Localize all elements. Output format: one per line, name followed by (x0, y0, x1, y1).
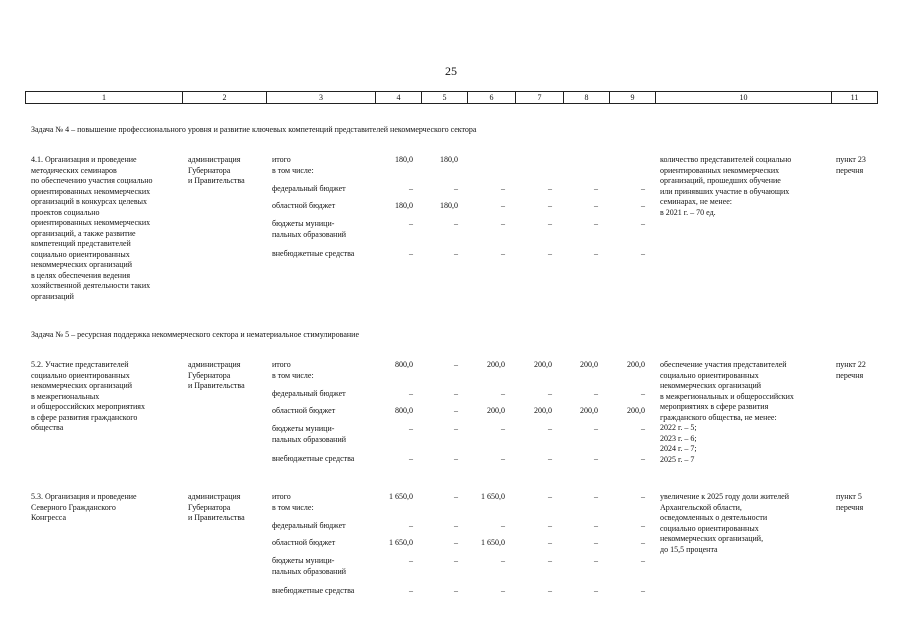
funding-value: – (641, 586, 645, 595)
funding-value: 200,0 (627, 360, 645, 369)
column-number-4: 4 (376, 92, 422, 104)
funding-value: – (409, 454, 413, 463)
funding-value: – (641, 424, 645, 433)
funding-source-label: итого в том числе: (272, 155, 314, 175)
column-number-8: 8 (564, 92, 610, 104)
funding-value: – (594, 184, 598, 193)
funding-value: – (409, 521, 413, 530)
funding-value: – (548, 492, 552, 501)
funding-value: 1 650,0 (481, 538, 505, 547)
funding-source-label: областной бюджет (272, 201, 336, 210)
funding-value: 800,0 (395, 360, 413, 369)
funding-source-label: федеральный бюджет (272, 521, 346, 530)
executor: администрация Губернатора и Правительства (188, 155, 245, 185)
column-number-3: 3 (267, 92, 376, 104)
funding-value: – (454, 586, 458, 595)
task-5-title: Задача № 5 – ресурсная поддержка некоммерческого сектора и нематериальное стимулирование (31, 330, 359, 339)
funding-value: – (501, 454, 505, 463)
funding-value: – (409, 424, 413, 433)
funding-value: – (641, 556, 645, 565)
funding-value: 200,0 (627, 406, 645, 415)
funding-value: – (548, 556, 552, 565)
funding-value: – (594, 389, 598, 398)
funding-value: – (594, 249, 598, 258)
funding-source-label: бюджеты муници- пальных образований (272, 556, 346, 576)
column-number-9: 9 (610, 92, 656, 104)
funding-value: 200,0 (580, 406, 598, 415)
funding-value: – (409, 219, 413, 228)
funding-value: – (641, 249, 645, 258)
column-number-7: 7 (516, 92, 564, 104)
funding-value: – (548, 424, 552, 433)
funding-value: – (454, 389, 458, 398)
funding-value: – (594, 492, 598, 501)
funding-source-label: внебюджетные средства (272, 454, 355, 463)
funding-value: – (501, 389, 505, 398)
funding-value: – (454, 556, 458, 565)
funding-value: – (454, 406, 458, 415)
funding-value: 1 650,0 (389, 538, 413, 547)
funding-value: – (454, 424, 458, 433)
column-number-11: 11 (832, 92, 878, 104)
funding-value: – (501, 249, 505, 258)
funding-value: – (594, 556, 598, 565)
column-number-5: 5 (422, 92, 468, 104)
funding-value: – (454, 538, 458, 547)
funding-value: 180,0 (440, 155, 458, 164)
funding-value: – (641, 201, 645, 210)
funding-value: – (641, 454, 645, 463)
funding-value: – (548, 249, 552, 258)
funding-value: – (501, 586, 505, 595)
funding-value: – (501, 201, 505, 210)
task-4-title: Задача № 4 – повышение профессионального уровня и развитие ключевых компетенций представителей некоммерческого сектора (31, 125, 477, 134)
funding-source-label: бюджеты муници- пальных образований (272, 424, 346, 444)
funding-value: – (594, 521, 598, 530)
funding-value: – (548, 389, 552, 398)
funding-value: – (641, 389, 645, 398)
funding-value: – (501, 219, 505, 228)
column-number-1: 1 (26, 92, 183, 104)
indicator-text: обеспечение участия представителей социально ориентированных некоммерческих организаций в межрегиональных и общероссийских мероприятиях в сфере развития гражданского общества, не менее: 2022 г. – 5; 2023 г. – 6; 2024 г. – 7; 2025 г. – 7 (660, 360, 794, 464)
column-header-table (25, 91, 878, 104)
activity-name: 4.1. Организация и проведение методических семинаров по обеспечению участия социально ориентированных некоммерческих организаций в конкурсах целевых проектов социально ориентированных некоммерческих организаций, а также развитие компетенций представителей социально ориентированных некоммерческих организаций в целях обеспечения ведения хозяйственной деятельности таких организаций (31, 155, 153, 301)
funding-value: – (548, 521, 552, 530)
funding-value: 180,0 (395, 201, 413, 210)
funding-value: – (501, 556, 505, 565)
funding-value: – (641, 521, 645, 530)
indicator-text: увеличение к 2025 году доли жителей Архангельской области, осведомленных о деятельности социально ориентированных некоммерческих организаций, до 15,5 процента (660, 492, 789, 554)
funding-source-label: итого в том числе: (272, 492, 314, 512)
funding-source-label: внебюджетные средства (272, 249, 355, 258)
funding-source-label: внебюджетные средства (272, 586, 355, 595)
funding-value: – (501, 184, 505, 193)
funding-source-label: федеральный бюджет (272, 184, 346, 193)
funding-value: – (409, 556, 413, 565)
funding-value: 1 650,0 (389, 492, 413, 501)
funding-value: – (454, 492, 458, 501)
funding-value: 200,0 (487, 406, 505, 415)
funding-value: 180,0 (440, 201, 458, 210)
funding-value: – (409, 389, 413, 398)
reference-text: пункт 5 перечня (836, 492, 864, 512)
funding-value: 180,0 (395, 155, 413, 164)
funding-value: 200,0 (534, 406, 552, 415)
funding-value: – (594, 586, 598, 595)
funding-value: – (641, 219, 645, 228)
reference-text: пункт 22 перечня (836, 360, 866, 380)
funding-value: – (641, 538, 645, 547)
funding-value: – (594, 219, 598, 228)
column-number-10: 10 (656, 92, 832, 104)
funding-value: – (548, 219, 552, 228)
activity-name: 5.2. Участие представителей социально ориентированных некоммерческих организаций в межрегиональных и общероссийских мероприятиях в сфере развития гражданского общества (31, 360, 145, 432)
column-number-2: 2 (183, 92, 267, 104)
reference-text: пункт 23 перечня (836, 155, 866, 175)
funding-value: – (409, 586, 413, 595)
funding-value: – (454, 219, 458, 228)
funding-value: 800,0 (395, 406, 413, 415)
funding-value: – (548, 586, 552, 595)
funding-value: – (594, 454, 598, 463)
funding-value: – (454, 454, 458, 463)
funding-value: – (501, 521, 505, 530)
funding-value: – (548, 454, 552, 463)
funding-value: – (641, 184, 645, 193)
activity-name: 5.3. Организация и проведение Северного Гражданского Конгресса (31, 492, 137, 522)
funding-value: – (454, 184, 458, 193)
funding-value: – (454, 521, 458, 530)
funding-value: 200,0 (487, 360, 505, 369)
funding-value: – (594, 201, 598, 210)
funding-value: – (594, 424, 598, 433)
funding-source-label: бюджеты муници- пальных образований (272, 219, 346, 239)
funding-value: – (501, 424, 505, 433)
indicator-text: количество представителей социально ориентированных некоммерческих организаций, прошедших обучение или принявших участие в обучающих семинарах, не менее: в 2021 г. – 70 ед. (660, 155, 792, 217)
funding-value: – (548, 538, 552, 547)
funding-value: – (454, 360, 458, 369)
funding-value: – (548, 201, 552, 210)
page-number: 25 (445, 64, 457, 78)
funding-value: 200,0 (534, 360, 552, 369)
executor: администрация Губернатора и Правительства (188, 360, 245, 390)
funding-source-label: федеральный бюджет (272, 389, 346, 398)
funding-source-label: областной бюджет (272, 406, 336, 415)
funding-value: – (454, 249, 458, 258)
column-number-6: 6 (468, 92, 516, 104)
funding-value: – (594, 538, 598, 547)
funding-value: 200,0 (580, 360, 598, 369)
executor: администрация Губернатора и Правительства (188, 492, 245, 522)
funding-value: – (409, 184, 413, 193)
funding-value: – (409, 249, 413, 258)
funding-source-label: областной бюджет (272, 538, 336, 547)
funding-value: 1 650,0 (481, 492, 505, 501)
funding-value: – (548, 184, 552, 193)
funding-value: – (641, 492, 645, 501)
funding-source-label: итого в том числе: (272, 360, 314, 380)
